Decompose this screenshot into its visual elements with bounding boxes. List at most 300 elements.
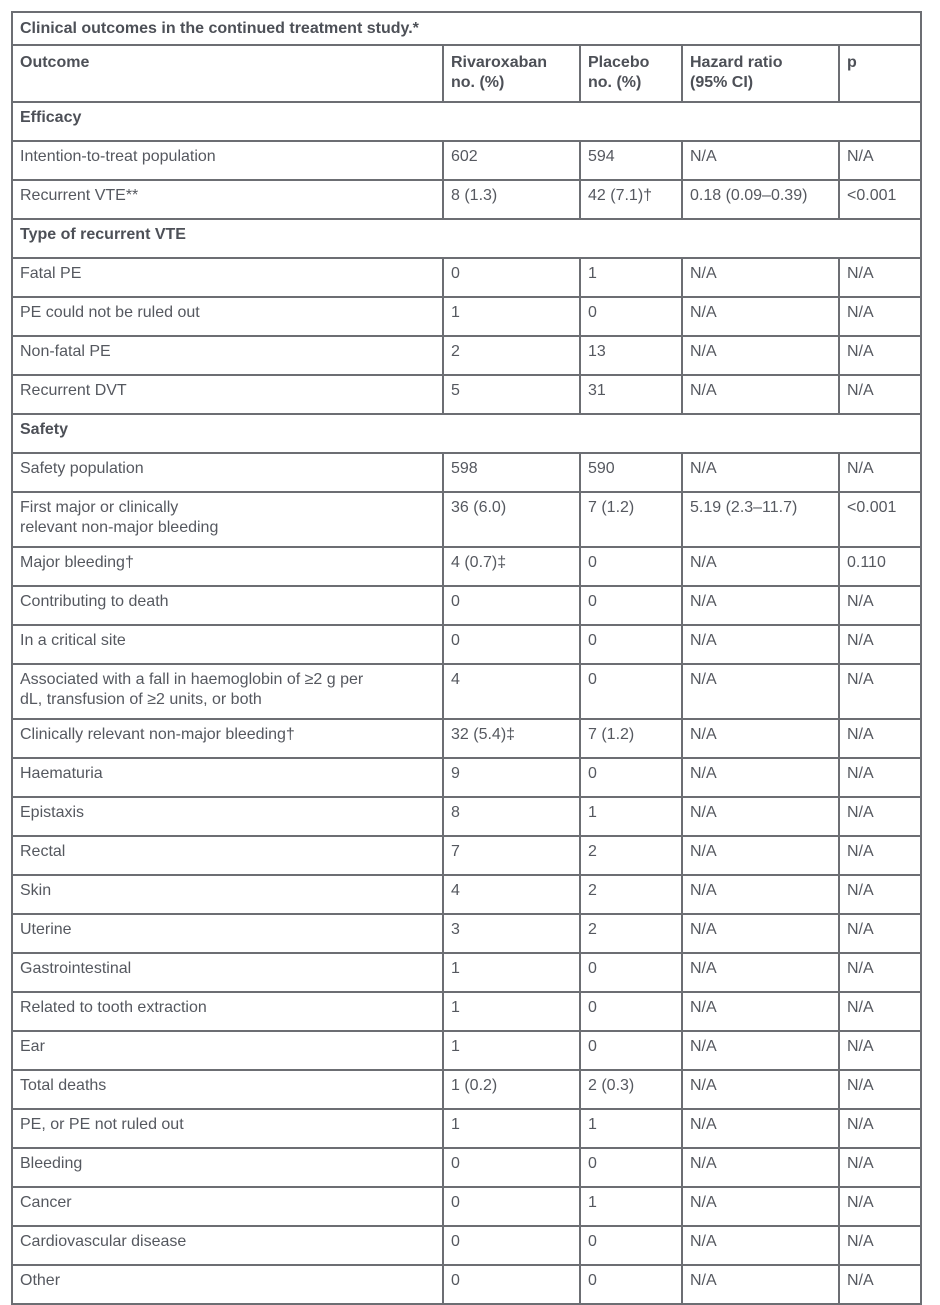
cell-rivaroxaban bbox=[443, 914, 580, 953]
cell-text: 0 bbox=[588, 999, 597, 1016]
cell-p-value bbox=[839, 875, 921, 914]
cell-text: N/A bbox=[847, 1116, 874, 1133]
table-row bbox=[12, 1265, 921, 1304]
cell-text: N/A bbox=[847, 382, 874, 399]
cell-p-value bbox=[839, 258, 921, 297]
cell-text: Other bbox=[20, 1272, 61, 1289]
cell-p-value bbox=[839, 914, 921, 953]
cell-placebo bbox=[580, 953, 682, 992]
cell-text: 0 bbox=[588, 960, 597, 977]
cell-text: 594 bbox=[588, 148, 615, 165]
cell-hazard-ratio bbox=[682, 141, 839, 180]
table-row bbox=[12, 141, 921, 180]
cell-text: N/A bbox=[847, 726, 874, 743]
cell-p-value bbox=[839, 336, 921, 375]
cell-text: 590 bbox=[588, 460, 615, 477]
cell-text: 0 bbox=[588, 1155, 597, 1172]
column-header-p-value bbox=[839, 45, 921, 102]
cell-text: N/A bbox=[690, 726, 717, 743]
cell-text: 7 bbox=[451, 843, 460, 860]
cell-text: N/A bbox=[690, 765, 717, 782]
cell-outcome bbox=[12, 1226, 443, 1265]
cell-outcome bbox=[12, 875, 443, 914]
column-header-text: Hazard ratio bbox=[690, 54, 783, 71]
cell-rivaroxaban bbox=[443, 492, 580, 547]
cell-hazard-ratio bbox=[682, 180, 839, 219]
cell-text: Gastrointestinal bbox=[20, 960, 132, 977]
cell-text: N/A bbox=[847, 1077, 874, 1094]
section-header-row bbox=[12, 219, 921, 258]
table-row bbox=[12, 375, 921, 414]
cell-text: N/A bbox=[847, 265, 874, 282]
cell-rivaroxaban bbox=[443, 719, 580, 758]
cell-text: 0.18 (0.09–0.39) bbox=[690, 187, 808, 204]
cell-text: Major bleeding† bbox=[20, 554, 134, 571]
cell-text: Non-fatal PE bbox=[20, 343, 111, 360]
table-row bbox=[12, 1109, 921, 1148]
cell-hazard-ratio bbox=[682, 1148, 839, 1187]
column-header-text: p bbox=[847, 54, 857, 71]
cell-placebo bbox=[580, 336, 682, 375]
cell-p-value bbox=[839, 1187, 921, 1226]
cell-text: PE, or PE not ruled out bbox=[20, 1116, 184, 1133]
cell-text: 1 bbox=[588, 1116, 597, 1133]
cell-text: 0 bbox=[588, 554, 597, 571]
cell-p-value bbox=[839, 180, 921, 219]
cell-p-value bbox=[839, 836, 921, 875]
cell-p-value bbox=[839, 1031, 921, 1070]
cell-outcome bbox=[12, 1109, 443, 1148]
cell-text: N/A bbox=[690, 632, 717, 649]
cell-p-value bbox=[839, 1265, 921, 1304]
cell-outcome bbox=[12, 180, 443, 219]
cell-placebo bbox=[580, 1031, 682, 1070]
table-row bbox=[12, 297, 921, 336]
cell-text: N/A bbox=[690, 593, 717, 610]
cell-rivaroxaban bbox=[443, 453, 580, 492]
cell-placebo bbox=[580, 258, 682, 297]
cell-hazard-ratio bbox=[682, 625, 839, 664]
cell-text: N/A bbox=[690, 1272, 717, 1289]
cell-text: 1 bbox=[451, 1116, 460, 1133]
cell-text: 0 bbox=[451, 1272, 460, 1289]
cell-placebo bbox=[580, 875, 682, 914]
cell-placebo bbox=[580, 1070, 682, 1109]
cell-text: N/A bbox=[847, 1038, 874, 1055]
cell-text: 1 bbox=[451, 304, 460, 321]
cell-text: Skin bbox=[20, 882, 52, 899]
table-row bbox=[12, 875, 921, 914]
cell-hazard-ratio bbox=[682, 914, 839, 953]
outcomes-table bbox=[11, 11, 922, 1305]
table-title: Clinical outcomes in the continued treatment study.* bbox=[12, 12, 921, 45]
cell-hazard-ratio bbox=[682, 1070, 839, 1109]
cell-rivaroxaban bbox=[443, 875, 580, 914]
section-header-row bbox=[12, 102, 921, 141]
section-label: Safety bbox=[12, 414, 921, 453]
cell-text: N/A bbox=[690, 554, 717, 571]
table-header-row bbox=[12, 45, 921, 102]
cell-p-value bbox=[839, 664, 921, 719]
cell-p-value bbox=[839, 297, 921, 336]
cell-p-value bbox=[839, 625, 921, 664]
cell-text: N/A bbox=[690, 960, 717, 977]
cell-text: 1 bbox=[451, 1038, 460, 1055]
cell-placebo bbox=[580, 492, 682, 547]
cell-text: N/A bbox=[690, 843, 717, 860]
cell-text: 0 bbox=[588, 1233, 597, 1250]
cell-hazard-ratio bbox=[682, 1109, 839, 1148]
cell-text: N/A bbox=[847, 1194, 874, 1211]
cell-outcome bbox=[12, 336, 443, 375]
cell-text: Haematuria bbox=[20, 765, 103, 782]
cell-text: N/A bbox=[847, 921, 874, 938]
table-title-row bbox=[12, 12, 921, 45]
table-row bbox=[12, 914, 921, 953]
cell-rivaroxaban bbox=[443, 1070, 580, 1109]
column-header-text: no. (%) bbox=[588, 74, 642, 91]
cell-text: 4 bbox=[451, 882, 460, 899]
cell-p-value bbox=[839, 1226, 921, 1265]
cell-text: 0 bbox=[588, 671, 597, 688]
cell-placebo bbox=[580, 758, 682, 797]
cell-text: 8 (1.3) bbox=[451, 187, 498, 204]
cell-text: N/A bbox=[690, 1194, 717, 1211]
cell-hazard-ratio bbox=[682, 1187, 839, 1226]
cell-hazard-ratio bbox=[682, 547, 839, 586]
cell-p-value bbox=[839, 492, 921, 547]
cell-text: N/A bbox=[690, 148, 717, 165]
cell-text: N/A bbox=[690, 999, 717, 1016]
cell-placebo bbox=[580, 836, 682, 875]
cell-outcome bbox=[12, 453, 443, 492]
cell-text: Total deaths bbox=[20, 1077, 107, 1094]
cell-outcome bbox=[12, 953, 443, 992]
cell-text: <0.001 bbox=[847, 499, 897, 516]
cell-placebo bbox=[580, 625, 682, 664]
cell-text: 5.19 (2.3–11.7) bbox=[690, 499, 798, 516]
cell-outcome bbox=[12, 914, 443, 953]
cell-text: Associated with a fall in haemoglobin of ≥2 g per bbox=[20, 671, 364, 688]
cell-p-value bbox=[839, 719, 921, 758]
cell-text: 9 bbox=[451, 765, 460, 782]
cell-text: N/A bbox=[847, 999, 874, 1016]
cell-p-value bbox=[839, 758, 921, 797]
cell-text: 0 bbox=[588, 765, 597, 782]
cell-outcome bbox=[12, 1070, 443, 1109]
outcomes-table-body bbox=[12, 12, 921, 1304]
table-row bbox=[12, 258, 921, 297]
table-row bbox=[12, 1187, 921, 1226]
cell-text: N/A bbox=[690, 343, 717, 360]
cell-text: N/A bbox=[690, 1038, 717, 1055]
cell-hazard-ratio bbox=[682, 336, 839, 375]
cell-text: 1 bbox=[451, 999, 460, 1016]
cell-hazard-ratio bbox=[682, 492, 839, 547]
cell-text: N/A bbox=[847, 1272, 874, 1289]
cell-placebo bbox=[580, 719, 682, 758]
cell-text: N/A bbox=[690, 1233, 717, 1250]
table-row bbox=[12, 453, 921, 492]
cell-outcome bbox=[12, 797, 443, 836]
cell-outcome bbox=[12, 758, 443, 797]
cell-text: 36 (6.0) bbox=[451, 499, 507, 516]
cell-placebo bbox=[580, 914, 682, 953]
cell-text: 4 (0.7)‡ bbox=[451, 554, 507, 571]
cell-outcome bbox=[12, 586, 443, 625]
column-header-rivaroxaban bbox=[443, 45, 580, 102]
cell-p-value bbox=[839, 453, 921, 492]
table-row bbox=[12, 992, 921, 1031]
cell-hazard-ratio bbox=[682, 719, 839, 758]
cell-text: 0 bbox=[588, 1272, 597, 1289]
cell-text: Cancer bbox=[20, 1194, 72, 1211]
cell-text: N/A bbox=[847, 671, 874, 688]
cell-placebo bbox=[580, 1187, 682, 1226]
cell-outcome bbox=[12, 258, 443, 297]
cell-hazard-ratio bbox=[682, 1226, 839, 1265]
cell-text: 31 bbox=[588, 382, 606, 399]
cell-outcome bbox=[12, 492, 443, 547]
cell-text: 42 (7.1)† bbox=[588, 187, 653, 204]
table-row bbox=[12, 492, 921, 547]
table-row bbox=[12, 719, 921, 758]
cell-text: N/A bbox=[690, 1077, 717, 1094]
cell-text: N/A bbox=[847, 460, 874, 477]
cell-hazard-ratio bbox=[682, 797, 839, 836]
cell-text: dL, transfusion of ≥2 units, or both bbox=[20, 691, 262, 708]
cell-text: 0 bbox=[451, 1194, 460, 1211]
cell-text: <0.001 bbox=[847, 187, 897, 204]
cell-text: Fatal PE bbox=[20, 265, 82, 282]
cell-text: N/A bbox=[690, 1116, 717, 1133]
cell-text: Safety population bbox=[20, 460, 144, 477]
cell-text: Recurrent DVT bbox=[20, 382, 127, 399]
cell-outcome bbox=[12, 664, 443, 719]
cell-hazard-ratio bbox=[682, 875, 839, 914]
cell-text: N/A bbox=[847, 304, 874, 321]
cell-text: 3 bbox=[451, 921, 460, 938]
cell-outcome bbox=[12, 719, 443, 758]
table-row bbox=[12, 953, 921, 992]
cell-p-value bbox=[839, 547, 921, 586]
cell-text: Contributing to death bbox=[20, 593, 169, 610]
cell-text: 2 bbox=[451, 343, 460, 360]
table-row bbox=[12, 836, 921, 875]
cell-rivaroxaban bbox=[443, 953, 580, 992]
cell-text: Rectal bbox=[20, 843, 66, 860]
cell-text: 32 (5.4)‡ bbox=[451, 726, 516, 743]
cell-placebo bbox=[580, 1265, 682, 1304]
cell-rivaroxaban bbox=[443, 1031, 580, 1070]
cell-placebo bbox=[580, 586, 682, 625]
column-header-text: no. (%) bbox=[451, 74, 505, 91]
column-header-outcome bbox=[12, 45, 443, 102]
cell-text: 7 (1.2) bbox=[588, 726, 635, 743]
cell-placebo bbox=[580, 141, 682, 180]
table-row bbox=[12, 1148, 921, 1187]
cell-text: 0.110 bbox=[847, 554, 886, 571]
cell-text: N/A bbox=[690, 882, 717, 899]
cell-rivaroxaban bbox=[443, 625, 580, 664]
cell-text: Uterine bbox=[20, 921, 72, 938]
cell-text: 0 bbox=[588, 632, 597, 649]
cell-hazard-ratio bbox=[682, 953, 839, 992]
cell-text: PE could not be ruled out bbox=[20, 304, 200, 321]
cell-text: Bleeding bbox=[20, 1155, 83, 1172]
cell-hazard-ratio bbox=[682, 1031, 839, 1070]
cell-text: N/A bbox=[690, 304, 717, 321]
cell-text: 1 (0.2) bbox=[451, 1077, 498, 1094]
cell-text: N/A bbox=[847, 343, 874, 360]
table-row bbox=[12, 1226, 921, 1265]
cell-rivaroxaban bbox=[443, 1265, 580, 1304]
cell-text: 7 (1.2) bbox=[588, 499, 635, 516]
cell-text: N/A bbox=[847, 1155, 874, 1172]
cell-p-value bbox=[839, 586, 921, 625]
cell-placebo bbox=[580, 375, 682, 414]
cell-hazard-ratio bbox=[682, 586, 839, 625]
cell-text: N/A bbox=[690, 921, 717, 938]
cell-text: N/A bbox=[690, 671, 717, 688]
cell-text: 2 bbox=[588, 921, 597, 938]
cell-p-value bbox=[839, 797, 921, 836]
cell-text: N/A bbox=[690, 804, 717, 821]
cell-outcome bbox=[12, 992, 443, 1031]
cell-text: N/A bbox=[847, 765, 874, 782]
cell-text: 2 bbox=[588, 882, 597, 899]
table-row bbox=[12, 336, 921, 375]
column-header-text: (95% CI) bbox=[690, 74, 754, 91]
table-row bbox=[12, 586, 921, 625]
cell-rivaroxaban bbox=[443, 1187, 580, 1226]
cell-rivaroxaban bbox=[443, 180, 580, 219]
table-row bbox=[12, 1031, 921, 1070]
cell-hazard-ratio bbox=[682, 375, 839, 414]
cell-hazard-ratio bbox=[682, 258, 839, 297]
cell-text: 13 bbox=[588, 343, 606, 360]
cell-outcome bbox=[12, 1031, 443, 1070]
cell-placebo bbox=[580, 1109, 682, 1148]
cell-hazard-ratio bbox=[682, 1265, 839, 1304]
cell-placebo bbox=[580, 1226, 682, 1265]
cell-text: Cardiovascular disease bbox=[20, 1233, 187, 1250]
cell-text: N/A bbox=[847, 148, 874, 165]
table-row bbox=[12, 547, 921, 586]
section-label: Efficacy bbox=[12, 102, 921, 141]
cell-text: 0 bbox=[451, 265, 460, 282]
cell-rivaroxaban bbox=[443, 664, 580, 719]
cell-text: Recurrent VTE** bbox=[20, 187, 139, 204]
cell-placebo bbox=[580, 992, 682, 1031]
cell-text: N/A bbox=[690, 265, 717, 282]
cell-rivaroxaban bbox=[443, 297, 580, 336]
cell-text: 5 bbox=[451, 382, 460, 399]
table-row bbox=[12, 758, 921, 797]
section-label: Type of recurrent VTE bbox=[12, 219, 921, 258]
cell-hazard-ratio bbox=[682, 664, 839, 719]
cell-rivaroxaban bbox=[443, 141, 580, 180]
cell-p-value bbox=[839, 375, 921, 414]
cell-hazard-ratio bbox=[682, 992, 839, 1031]
cell-text: 0 bbox=[451, 632, 460, 649]
cell-text: 0 bbox=[451, 1155, 460, 1172]
cell-text: 0 bbox=[451, 593, 460, 610]
cell-text: 0 bbox=[588, 304, 597, 321]
cell-outcome bbox=[12, 1265, 443, 1304]
cell-text: Clinically relevant non-major bleeding† bbox=[20, 726, 295, 743]
cell-text: N/A bbox=[690, 382, 717, 399]
cell-text: 0 bbox=[588, 593, 597, 610]
cell-text: 598 bbox=[451, 460, 478, 477]
cell-placebo bbox=[580, 297, 682, 336]
cell-p-value bbox=[839, 1148, 921, 1187]
cell-rivaroxaban bbox=[443, 992, 580, 1031]
cell-placebo bbox=[580, 797, 682, 836]
cell-text: N/A bbox=[847, 960, 874, 977]
cell-rivaroxaban bbox=[443, 586, 580, 625]
cell-rivaroxaban bbox=[443, 836, 580, 875]
cell-rivaroxaban bbox=[443, 1226, 580, 1265]
cell-p-value bbox=[839, 953, 921, 992]
cell-outcome bbox=[12, 547, 443, 586]
cell-text: Ear bbox=[20, 1038, 45, 1055]
cell-hazard-ratio bbox=[682, 453, 839, 492]
cell-p-value bbox=[839, 141, 921, 180]
cell-text: N/A bbox=[847, 1233, 874, 1250]
cell-text: 1 bbox=[588, 804, 597, 821]
cell-text: Intention-to-treat population bbox=[20, 148, 216, 165]
cell-rivaroxaban bbox=[443, 758, 580, 797]
cell-placebo bbox=[580, 664, 682, 719]
cell-text: N/A bbox=[690, 460, 717, 477]
cell-text: 2 bbox=[588, 843, 597, 860]
column-header-text: Placebo bbox=[588, 54, 650, 71]
cell-text: N/A bbox=[847, 843, 874, 860]
cell-text: N/A bbox=[847, 804, 874, 821]
cell-rivaroxaban bbox=[443, 375, 580, 414]
cell-rivaroxaban bbox=[443, 258, 580, 297]
cell-text: N/A bbox=[690, 1155, 717, 1172]
cell-text: 602 bbox=[451, 148, 478, 165]
cell-placebo bbox=[580, 547, 682, 586]
table-row bbox=[12, 664, 921, 719]
cell-outcome bbox=[12, 1187, 443, 1226]
cell-outcome bbox=[12, 625, 443, 664]
cell-outcome bbox=[12, 1148, 443, 1187]
cell-text: First major or clinically bbox=[20, 499, 179, 516]
cell-placebo bbox=[580, 453, 682, 492]
cell-rivaroxaban bbox=[443, 797, 580, 836]
table-row bbox=[12, 625, 921, 664]
cell-text: relevant non-major bleeding bbox=[20, 519, 219, 536]
cell-p-value bbox=[839, 1109, 921, 1148]
column-header-placebo bbox=[580, 45, 682, 102]
cell-text: N/A bbox=[847, 593, 874, 610]
cell-text: 1 bbox=[451, 960, 460, 977]
cell-rivaroxaban bbox=[443, 336, 580, 375]
cell-p-value bbox=[839, 992, 921, 1031]
cell-text: Related to tooth extraction bbox=[20, 999, 207, 1016]
cell-text: 4 bbox=[451, 671, 460, 688]
cell-placebo bbox=[580, 180, 682, 219]
cell-outcome bbox=[12, 141, 443, 180]
cell-text: N/A bbox=[847, 632, 874, 649]
cell-text: N/A bbox=[847, 882, 874, 899]
cell-text: 0 bbox=[588, 1038, 597, 1055]
cell-outcome bbox=[12, 375, 443, 414]
table-row bbox=[12, 180, 921, 219]
